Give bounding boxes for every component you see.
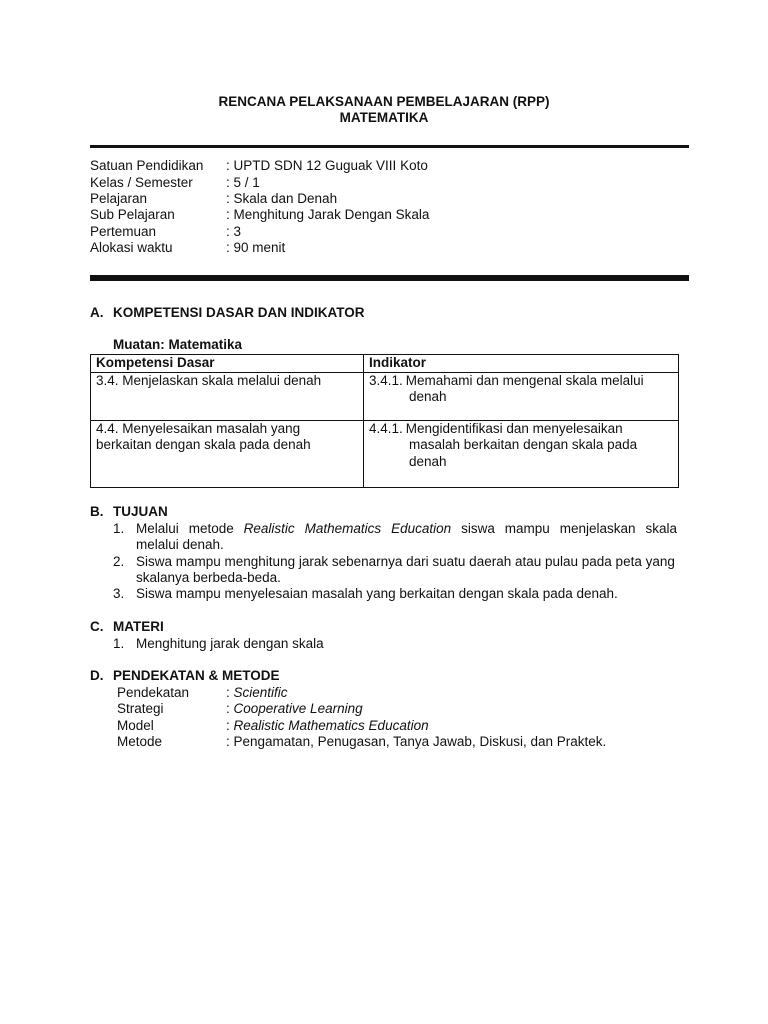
strategi-colon: : xyxy=(226,701,234,716)
document-subtitle: MATEMATIKA xyxy=(339,110,429,125)
section-d-letter: D. xyxy=(90,668,104,683)
metode-value xyxy=(226,734,606,751)
pendekatan-value xyxy=(226,685,288,702)
metode-text: Pengamatan, Penugasan, Tanya Jawab, Diskusi, dan Praktek. xyxy=(233,734,607,749)
tujuan-item-1-post: siswa mampu menjelaskan skala xyxy=(461,521,677,536)
indikator-text: Mengidentifikasi dan menyelesaikan xyxy=(405,420,623,436)
indikator-number: 4.4.1. xyxy=(369,420,403,436)
identity-label-pelajaran: Pelajaran xyxy=(90,191,148,206)
tujuan-item-3: Siswa mampu menyelesaian masalah yang berkaitan dengan skala pada denah. xyxy=(136,586,618,601)
metode-colon: : xyxy=(226,734,234,749)
section-b-letter: B. xyxy=(90,504,104,519)
competency-table xyxy=(90,354,679,488)
tujuan-item-1-line1 xyxy=(136,521,677,538)
section-a-title: KOMPETENSI DASAR DAN INDIKATOR xyxy=(113,305,365,320)
metode-label: Metode xyxy=(117,734,163,749)
model-text: Realistic Mathematics Education xyxy=(233,718,429,733)
table-cell-kd xyxy=(91,420,364,487)
identity-label-sub-pelajaran: Sub Pelajaran xyxy=(90,207,175,222)
model-label: Model xyxy=(117,718,154,733)
tujuan-number-2: 2. xyxy=(113,554,125,569)
strategi-text: Cooperative Learning xyxy=(233,701,363,716)
model-value xyxy=(226,718,429,735)
pendekatan-label: Pendekatan xyxy=(117,685,190,700)
section-a-letter: A. xyxy=(90,305,104,320)
tujuan-number-3: 3. xyxy=(113,586,125,601)
indikator-continuation: denah xyxy=(409,389,447,404)
section-b-title: TUJUAN xyxy=(113,504,168,519)
indikator-text: Memahami dan mengenal skala melalui xyxy=(405,372,644,388)
section-d-title: PENDEKATAN & METODE xyxy=(113,668,280,683)
top-divider xyxy=(90,145,689,148)
document-title: RENCANA PELAKSANAAN PEMBELAJARAN (RPP) xyxy=(218,94,550,109)
materi-number-1: 1. xyxy=(113,636,125,651)
tujuan-item-2-line2: skalanya berbeda-beda. xyxy=(136,570,281,585)
tujuan-item-1-method: Realistic Mathematics Education xyxy=(243,521,452,536)
table-cell-indikator xyxy=(364,372,679,420)
identity-label-alokasi: Alokasi waktu xyxy=(90,240,173,255)
indikator-line xyxy=(369,373,673,390)
indikator-line xyxy=(369,421,673,438)
pendekatan-colon: : xyxy=(226,685,234,700)
table-row xyxy=(91,372,679,420)
strategi-value xyxy=(226,701,363,718)
table-header-row xyxy=(91,355,679,373)
kd-text: 3.4. Menjelaskan skala melalui denah xyxy=(96,372,322,388)
identity-value-pertemuan: : 3 xyxy=(226,224,242,239)
indikator-number: 3.4.1. xyxy=(369,372,403,388)
muatan-label: Muatan: Matematika xyxy=(113,337,243,352)
tujuan-number-1: 1. xyxy=(113,521,125,536)
identity-value-pelajaran: : Skala dan Denah xyxy=(226,191,338,206)
model-colon: : xyxy=(226,718,234,733)
identity-label-pertemuan: Pertemuan xyxy=(90,224,157,239)
identity-label-satuan: Satuan Pendidikan xyxy=(90,158,204,173)
kd-text-line2: berkaitan dengan skala pada denah xyxy=(96,437,311,452)
indikator-continuation-2: denah xyxy=(409,453,447,469)
identity-value-satuan: : UPTD SDN 12 Guguak VIII Koto xyxy=(226,158,428,173)
indikator-continuation-1: masalah berkaitan dengan skala pada xyxy=(409,437,638,452)
section-c-letter: C. xyxy=(90,619,104,634)
table-cell-kd xyxy=(91,372,364,420)
identity-value-kelas: : 5 / 1 xyxy=(226,175,260,190)
tujuan-item-1-line2: melalui denah. xyxy=(136,537,224,552)
identity-value-sub-pelajaran: : Menghitung Jarak Dengan Skala xyxy=(226,207,430,222)
tujuan-item-2-line1: Siswa mampu menghitung jarak sebenarnya dari suatu daerah atau pulau pada peta yang xyxy=(136,554,675,569)
section-c-title: MATERI xyxy=(113,619,164,634)
identity-label-kelas: Kelas / Semester xyxy=(90,175,193,190)
table-header-kd: Kompetensi Dasar xyxy=(91,355,364,373)
identity-value-alokasi: : 90 menit xyxy=(226,240,286,255)
tujuan-item-1-pre: Melalui metode xyxy=(136,521,234,536)
table-row xyxy=(91,420,679,487)
table-header-indikator: Indikator xyxy=(364,355,679,373)
strategi-label: Strategi xyxy=(117,701,164,716)
table-cell-indikator xyxy=(364,420,679,487)
identity-divider xyxy=(90,275,689,281)
materi-item-1: Menghitung jarak dengan skala xyxy=(136,636,324,651)
pendekatan-text: Scientific xyxy=(233,685,288,700)
kd-text-line1: 4.4. Menyelesaikan masalah yang xyxy=(96,420,301,436)
